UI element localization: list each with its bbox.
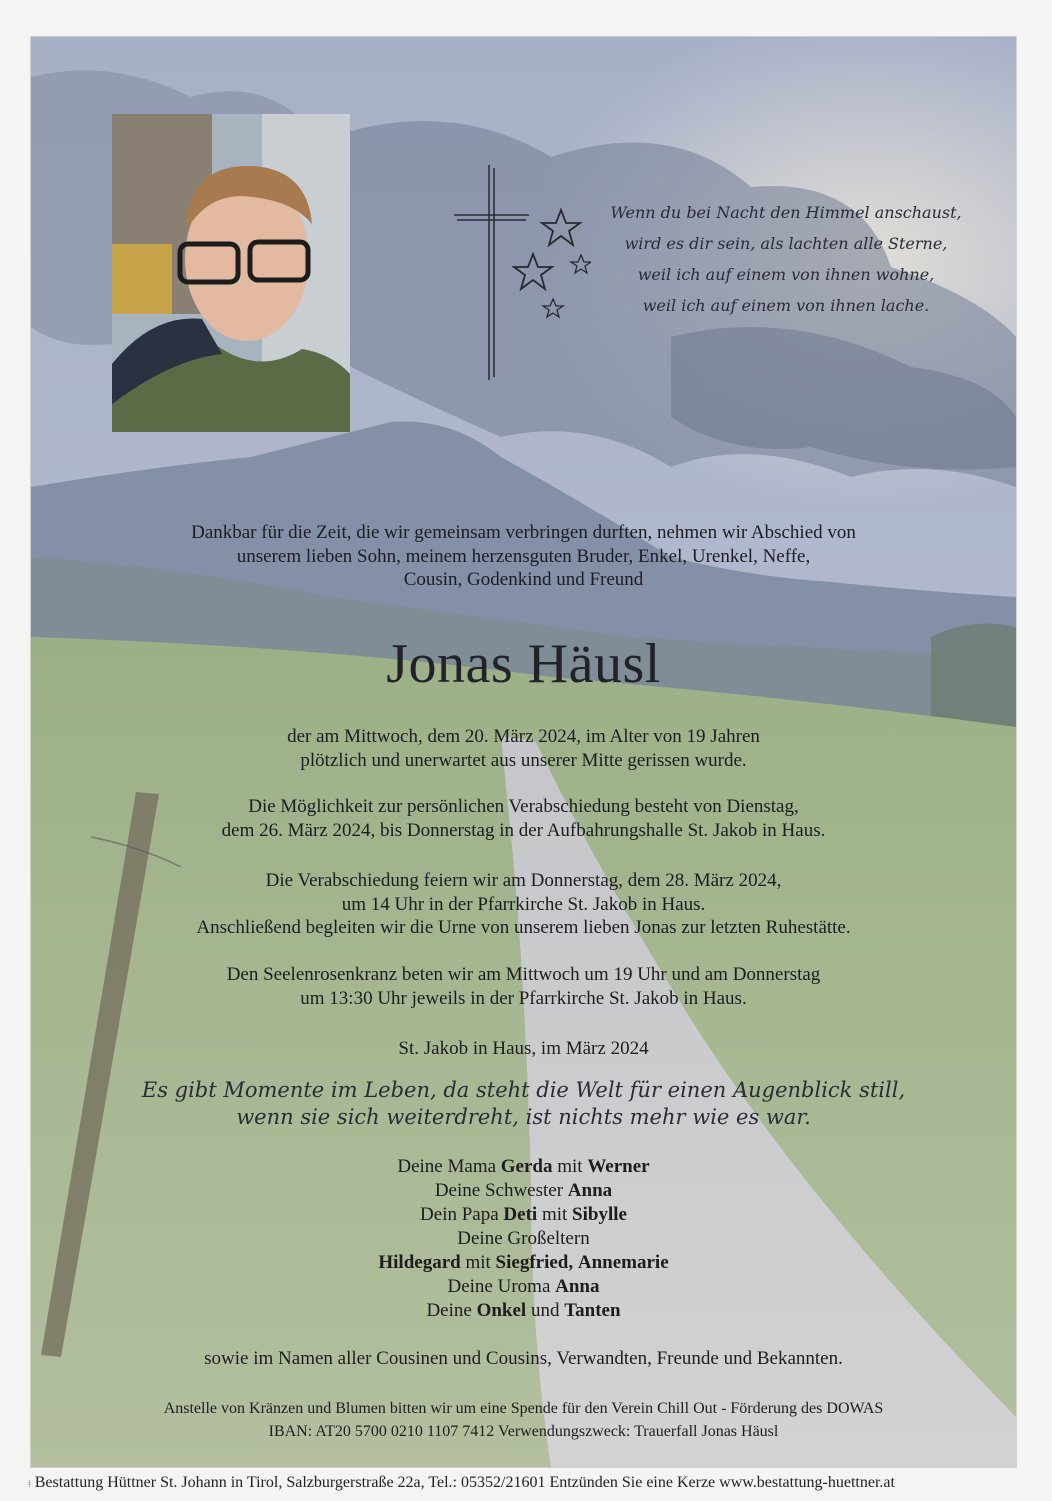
rosary-line: Den Seelenrosenkranz beten wir am Mittwoch um 19 Uhr und am Donnerstag [226,964,821,985]
donation-line: Anstelle von Kränzen und Blumen bitten wir um eine Spende für den Verein Chill Out - Förderung des DOWAS [163,1400,884,1417]
farewell-line: dem 26. März 2024, bis Donnerstag in der Aufbahrungshalle St. Jakob in Haus. [221,819,826,841]
rosary-line: um 13:30 Uhr jeweils in der Pfarrkirche St. Jakob in Haus. [300,987,747,1009]
mourner-name: Werner [587,1156,650,1177]
mourner-sister [31,1179,1016,1203]
mourner-name: Gerda [500,1156,553,1177]
mourner-name: Hildegard [378,1252,461,1273]
mourner-grandparents [31,1251,1016,1275]
obituary-card [30,36,1017,1468]
poem-line: wird es dir sein, als lachten alle Sterne, [624,234,948,253]
footer [0,1466,1052,1500]
closing-quote [31,1077,1016,1131]
mourner-grandparents-label: Deine Großeltern [457,1228,590,1249]
mourner-name: Tanten [564,1300,621,1321]
mourner-conj: mit [541,1204,568,1225]
death-notice-line: der am Mittwoch, dem 20. März 2024, im Alter von 19 Jahren [287,726,760,747]
intro-line: unserem lieben Sohn, meinem herzensguten Bruder, Enkel, Urenkel, Neffe, [236,545,811,567]
poem-line: weil ich auf einem von ihnen lache. [642,296,930,315]
death-notice [31,725,1016,772]
mourner-mama [31,1155,1016,1179]
farewell-line: Die Möglichkeit zur persönlichen Verabschiedung besteht von Dienstag, [248,796,799,817]
donation-info [31,1397,1016,1443]
mourner-name: Anna [567,1180,613,1201]
intro-line: Cousin, Godenkind und Freund [403,569,644,590]
mourner-relation: Deine Uroma [447,1276,551,1297]
ceremony-line: Die Verabschiedung feiern wir am Donnerstag, dem 28. März 2024, [265,870,782,891]
place-date: St. Jakob in Haus, im März 2024 [398,1038,649,1059]
ceremony-info [31,869,1016,940]
closing-line: wenn sie sich weiterdreht, ist nichts mehr wie es war. [236,1105,811,1129]
mourner-name: Anna [555,1276,600,1297]
mourner-conj: mit [557,1156,583,1177]
death-notice-line: plötzlich und unerwartet aus unserer Mitte gerissen wurde. [300,749,747,771]
footer-text: Bestattung Hüttner St. Johann in Tirol, Salzburgerstraße 22a, Tel.: 05352/21601 Entzünden Sie eine Kerze www.bestattung-huettner.at [34,1474,895,1491]
on-behalf-text: sowie im Namen aller Cousinen und Cousins, Verwandten, Freunde und Bekannten. [204,1348,843,1369]
mourner-conj: mit [465,1252,491,1273]
deceased-name: Jonas Häusl [386,633,661,695]
mourners-list [31,1155,1016,1323]
mourner-relation: Dein Papa [420,1204,499,1225]
intro-line: Dankbar für die Zeit, die wir gemeinsam verbringen durften, nehmen wir Abschied von [191,522,856,543]
closing-line: Es gibt Momente im Leben, da steht die Welt für einen Augenblick still, [141,1078,906,1102]
mourner-papa [31,1203,1016,1227]
intro-text [31,521,1016,592]
portrait-photo [112,114,350,432]
ceremony-line: Anschließend begleiten wir die Urne von unserem lieben Jonas zur letzten Ruhestätte. [196,917,851,938]
cross-stars-icon [451,165,591,385]
mourner-name: Deti [503,1204,538,1225]
mourner-uncles-aunts [31,1299,1016,1323]
mourner-name: Sibylle [572,1204,627,1225]
candle-icon: ǂ [28,1478,31,1490]
mourner-conj: und [530,1300,560,1321]
rosary-info [31,963,1016,1010]
poem [591,197,981,321]
mourner-relation: Deine Schwester [434,1180,564,1201]
ceremony-line: um 14 Uhr in der Pfarrkirche St. Jakob in Haus. [341,893,706,915]
mourner-great-grandma [31,1275,1016,1299]
mourner-name: Annemarie [577,1252,669,1273]
mourner-relation: Deine [426,1300,472,1321]
mourner-name: Onkel [476,1300,527,1321]
poem-line: Wenn du bei Nacht den Himmel anschaust, [610,203,962,222]
mourner-relation: Deine Mama [397,1156,497,1177]
mourner-name: Siegfried, [495,1252,574,1273]
donation-line: IBAN: AT20 5700 0210 1107 7412 Verwendungszweck: Trauerfall Jonas Häusl [268,1423,779,1440]
farewell-viewing [31,795,1016,842]
poem-line: weil ich auf einem von ihnen wohne, [637,265,935,284]
